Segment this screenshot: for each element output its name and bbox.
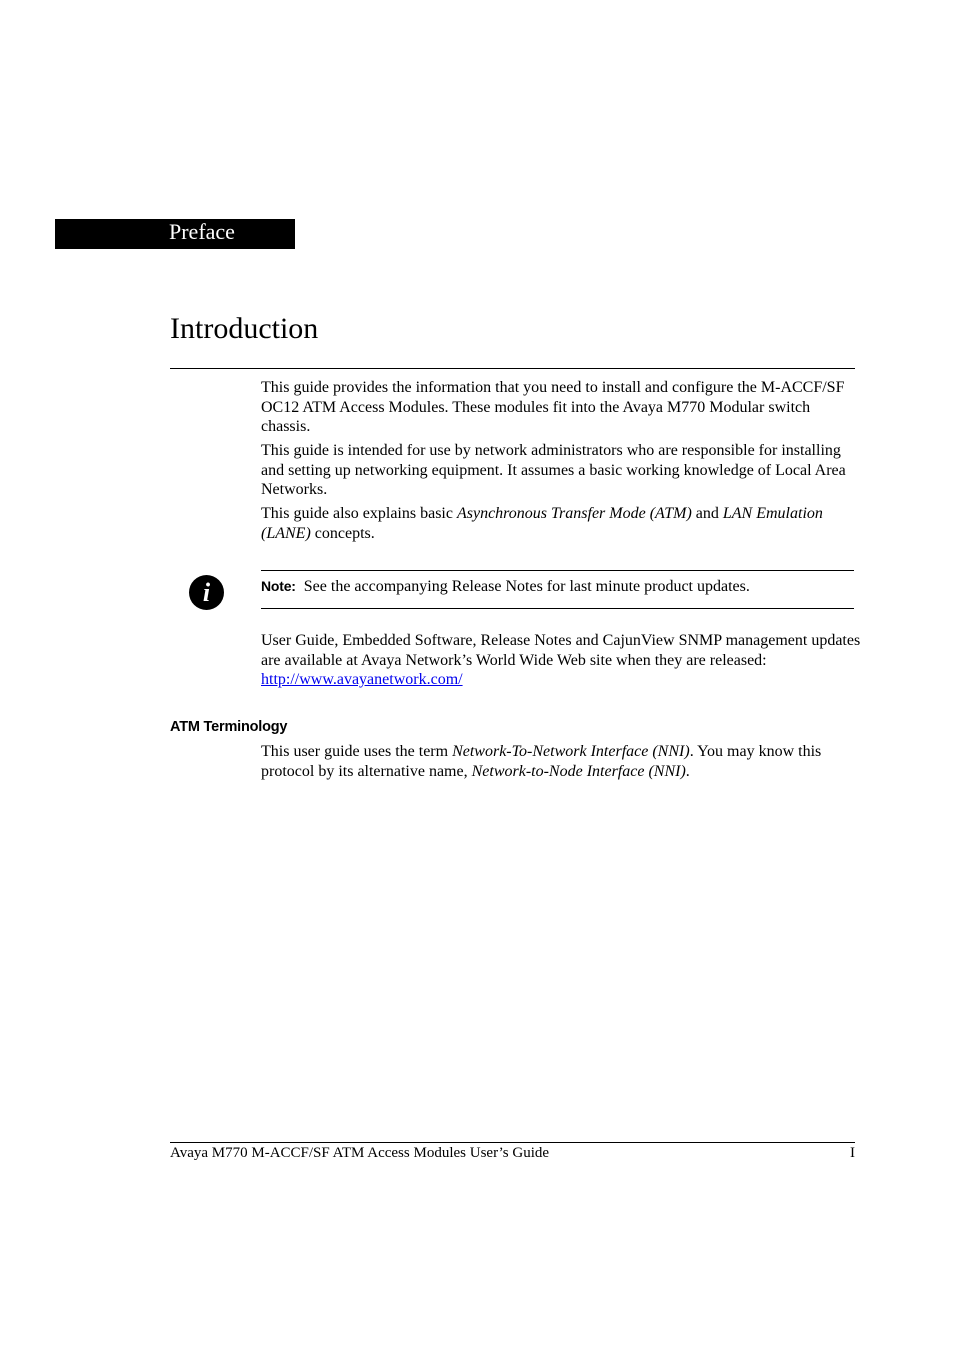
note-label: Note:	[261, 578, 296, 594]
atm-terminology-paragraph	[261, 742, 861, 781]
intro-paragraph-3	[261, 504, 861, 543]
info-icon-glyph: i	[202, 578, 211, 607]
note-text: See the accompanying Release Notes for last minute product updates.	[303, 578, 750, 595]
page-title: Introduction	[170, 312, 319, 345]
title-rule	[170, 368, 855, 369]
note-bottom-rule	[261, 608, 854, 609]
intro-paragraph-1: This guide provides the information that you need to install and configure the M-ACCF/SF OC12 ATM Access Modules. These modules fit into the Avaya M770 Modular switch chassis.	[261, 379, 845, 435]
footer-title: Avaya M770 M-ACCF/SF ATM Access Modules User’s Guide	[170, 1145, 550, 1161]
note-top-rule	[261, 570, 854, 571]
intro-p3-mid: and	[691, 505, 723, 522]
chapter-tab	[55, 219, 295, 249]
intro-p3-prefix: This guide also explains basic	[261, 505, 457, 522]
section-heading-atm-terminology: ATM Terminology	[170, 719, 288, 735]
lane-term: LAN Emulation (LANE)	[261, 505, 823, 542]
intro-p3-suffix: concepts.	[310, 524, 375, 542]
atm-mid: . You may know this protocol by its alternative name,	[261, 743, 822, 780]
atm-term: Asynchronous Transfer Mode (ATM)	[456, 505, 692, 522]
info-icon	[189, 575, 224, 610]
nni-term-1: Network-To-Network Interface (NNI)	[452, 743, 690, 760]
avaya-website-link[interactable]: http://www.avayanetwork.com/	[261, 671, 463, 688]
nni-term-2: Network-to-Node Interface (NNI)	[471, 762, 686, 780]
intro-section	[261, 378, 861, 548]
chapter-tab-label: Preface	[169, 219, 235, 244]
page-number: I	[850, 1145, 855, 1161]
footer-rule	[170, 1142, 855, 1143]
atm-prefix: This user guide uses the term	[261, 743, 453, 760]
updates-text: User Guide, Embedded Software, Release Notes and CajunView SNMP management updates are available at Avaya Network’s World Wide Web site when they are released:	[261, 632, 861, 669]
updates-paragraph	[261, 631, 861, 690]
note-box	[261, 577, 861, 597]
atm-suffix: .	[685, 762, 690, 780]
intro-paragraph-2: This guide is intended for use by network administrators who are responsible for installing and setting up networking equipment. It assumes a basic working knowledge of Local Area Networks.	[261, 442, 846, 498]
